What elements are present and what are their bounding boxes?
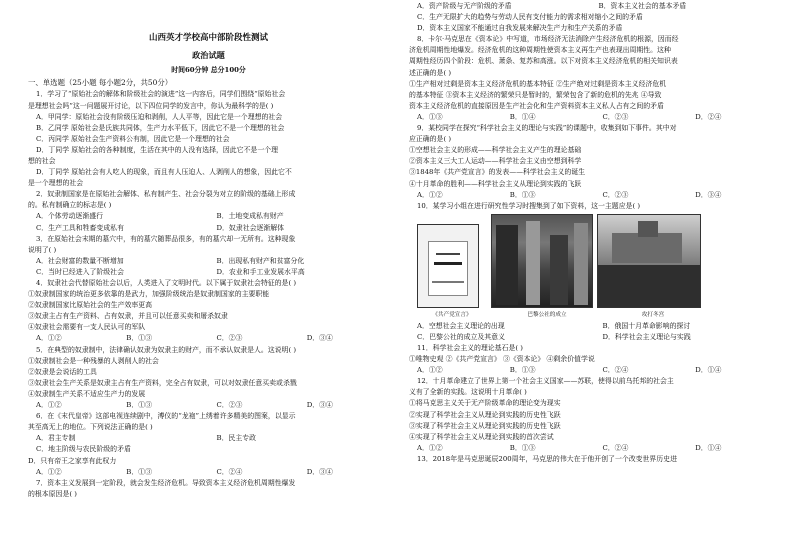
answer-option: B．民主专政 — [216, 434, 257, 443]
answer-options — [28, 223, 389, 234]
answer-option: B．①③ — [126, 401, 152, 410]
answer-options — [409, 332, 780, 343]
question-text-line: ①唯物史观 ②《共产党宣言》 ③《资本论》 ④剩余价值学说 — [409, 355, 595, 364]
answer-option: C．②③ — [216, 334, 243, 343]
question-text-line: 想的社会 — [28, 156, 56, 165]
question-text-line: ④奴隶制生产关系不适应生产力的发展 — [28, 389, 146, 398]
answer-option: C．②④ — [602, 366, 629, 375]
question-text-line: ①生产相对过剩是资本主义经济危机的基本特征 ②生产绝对过剩是资本主义经济危机 — [409, 79, 667, 88]
answer-option: A．①② — [417, 366, 443, 375]
question-text-line: A．甲同学：原始社会没有阶级压迫和剥削，人人平等，因此它是一个理想的社会 — [36, 112, 283, 121]
question-text-line: 的。私有制确立的标志是( ) — [28, 201, 112, 210]
figure-caption: 攻打冬宫 — [641, 311, 665, 318]
question-text-line: ③1848年《共产党宣言》的发表——科学社会主义的诞生 — [409, 168, 586, 177]
answer-option: A．个体劳动逐渐盛行 — [36, 212, 103, 221]
question-text-line: D．资本主义国家不能通过自我发展来解决生产力和生产关系的矛盾 — [417, 24, 623, 33]
answer-option: D．②④ — [695, 112, 722, 121]
answer-option: B．①④ — [509, 112, 536, 121]
question-text-line: 资本主义经济危机的直接原因是生产社会化和生产资料资本主义私人占有之间的矛盾 — [409, 101, 664, 110]
question-text-line: ②奴隶是会说话的工具 — [28, 367, 97, 376]
question-text-line: ②资本主义三大工人运动——科学社会主义由空想到科学 — [409, 157, 582, 166]
question-text-line: 义有了全新的实践。这说明十月革命( ) — [409, 388, 527, 397]
question-text-line: 其至高无上的地位。下列说法正确的是( ) — [28, 423, 153, 432]
answer-option: A．①② — [417, 443, 443, 452]
answer-option: C．②③ — [602, 190, 629, 199]
figure-row — [411, 214, 780, 308]
answer-options — [409, 365, 780, 376]
answer-options — [409, 321, 780, 332]
question-text-line: D．丁同学 原始社会的各种制度，生活在其中的人没有选择，因此它不是一个理 — [36, 145, 278, 154]
question-text-line: 是一个理想的社会 — [28, 179, 84, 188]
answer-option: A．①② — [36, 467, 62, 476]
question-text-line: 5．在典型的奴隶制中，法律确认奴隶为奴隶主的财产，而不承认奴隶是人。这说明( ) — [36, 345, 297, 354]
answer-option: B．①③ — [509, 443, 536, 452]
answer-option: A．①② — [36, 334, 62, 343]
answer-option: C．②④ — [602, 443, 629, 452]
question-text-line: 是理想社会吗”这一问题展开讨论，以下四位同学的发言中，你认为最科学的是( ) — [28, 101, 274, 110]
answer-option: D．科学社会主义理论与实践 — [602, 332, 691, 341]
left-questions — [28, 89, 389, 499]
question-text-line: D．丁同学 原始社会有人吃人的现象，而且有人压迫人、人剥削人的想象，因此它不 — [36, 168, 292, 177]
answer-options — [409, 190, 780, 201]
exam-title: 山西英才学校高中部阶段性测试 — [148, 33, 268, 43]
question-text-line: 4．奴隶社会代替原始社会以后，人类进入了文明时代。以下属于奴隶社会特征的是( ) — [36, 279, 297, 287]
answer-options — [409, 112, 780, 123]
answer-option: B．出现私有财产和贫富分化 — [216, 256, 305, 265]
answer-option: D．③④ — [306, 334, 333, 343]
question-text-line: ③实现了科学社会主义从理论到实践的历史性飞跃 — [409, 421, 561, 430]
question-text-line: 6．在《末代皇帝》这部电视连续剧中，溥仪的“龙袍”上绣着许多精美的图案，以显示 — [36, 412, 296, 421]
question-text-line: ①将马克思主义关于无产阶级革命的理论变为现实 — [409, 399, 561, 408]
question-text-line: 9．某校同学在探究“科学社会主义的理论与实践”的课题中，收集到如下事件。其中对 — [417, 124, 677, 133]
answer-options — [28, 211, 389, 222]
answer-option: A．①② — [36, 401, 62, 410]
answer-option: D．奴隶社会逐渐解体 — [216, 223, 285, 232]
question-text-line: 3．在原始社会末期的墓穴中，有的墓穴随葬品很多，有的墓穴却一无所有。这种现象 — [36, 234, 296, 243]
answer-option: C．当时已经进入了阶级社会 — [36, 267, 124, 276]
answer-option: A．君主专制 — [36, 434, 76, 443]
question-text-line: ③奴隶主占有生产资料、占有奴隶，并且可以任意买卖和屠杀奴隶 — [28, 312, 228, 321]
answer-option: A．空想社会主义理论的出现 — [417, 321, 505, 330]
answer-option: B．资本主义社会的基本矛盾 — [598, 2, 687, 10]
figure-caption: 《共产党宣言》 — [432, 311, 472, 318]
question-text-line: D．只有帝王之家享有此权力 — [28, 456, 117, 465]
figure-captions — [409, 309, 780, 321]
answer-option: B．①③ — [509, 190, 536, 199]
question-text-line: ④奴隶社会需要有一支人民认可的军队 — [28, 323, 146, 332]
answer-options — [28, 400, 389, 411]
answer-option: B．①③ — [509, 366, 536, 375]
question-text-line: B．乙同学 原始社会是氏族共同体，生产力水平低下，因此它不是一个理想的社会 — [36, 123, 285, 132]
question-text-line: 应正确的是( ) — [409, 135, 452, 144]
question-text-line: 周期性经历四个阶段：危机、萧条、复苏和高涨。以下对资本主义经济危机的相关知识表 — [409, 57, 678, 66]
question-text-line: 10．某学习小组在进行研究性学习时搜集到了如下资料，这一主题应是( ) — [417, 201, 641, 210]
question-text-line: ②实现了科学社会主义从理论到实践的历史性飞跃 — [409, 410, 561, 419]
question-text-line: C．丙同学 原始社会生产资料公有制，因此它是一个理想的社会 — [36, 134, 230, 143]
question-text-line: ④十月革命的胜利——科学社会主义从理论到实践的飞跃 — [409, 179, 582, 188]
answer-option: C．②③ — [216, 401, 243, 410]
answer-option: D．③④ — [695, 190, 722, 199]
figure-caption: 巴黎公社的成立 — [527, 311, 567, 318]
answer-options — [28, 467, 389, 478]
section-heading: 一、单选题（25小题 每小题2分，共50分） — [28, 78, 173, 87]
answer-options — [28, 267, 389, 278]
paris-commune-photo — [491, 214, 593, 308]
answer-option: C．②③ — [602, 112, 629, 121]
winter-palace-photo — [597, 214, 701, 308]
question-text-line: 7．资本主义发展到一定阶段，就会发生经济危机。导致资本主义经济危机周期性爆发 — [36, 478, 296, 487]
question-text-line: 的基本特征 ③资本主义经济的繁荣只是暂时的，繁荣包含了新的危机的先兆 ④导致 — [409, 90, 662, 99]
answer-options — [28, 333, 389, 344]
question-text-line: ③奴隶社会生产关系是奴隶主占有生产资料，完全占有奴隶，可以对奴隶任意买卖或杀戮 — [28, 378, 297, 387]
question-text-line: ②奴隶制国家比原始社会的生产效率更高 — [28, 301, 153, 310]
question-text-line: 述正确的是( ) — [409, 68, 452, 77]
answer-option: A．资产阶级与无产阶级的矛盾 — [417, 2, 512, 10]
question-text-line: ①奴隶制社会是一种残暴的人剥削人的社会 — [28, 356, 159, 365]
answer-option: D．③④ — [306, 401, 333, 410]
answer-option: B．①③ — [126, 467, 152, 476]
exam-info: 时间60分钟 总分100分 — [171, 66, 246, 74]
answer-option: A．①③ — [417, 112, 443, 121]
right-column — [397, 0, 794, 560]
answer-options — [28, 256, 389, 267]
exam-subtitle: 政治试题 — [192, 50, 225, 60]
question-text-line: 济危机周期性地爆发。经济危机的这种周期性使资本主义再生产也表现出周期性。这种 — [409, 46, 671, 55]
question-text-line: 说明了( ) — [28, 245, 57, 254]
answer-options — [409, 443, 780, 454]
question-text-line: 的根本原因是( ) — [28, 489, 77, 498]
question-text-line: 13．2018年是马克思诞辰200周年，马克思的伟大在于他开创了一个改变世界历史进 — [417, 454, 677, 463]
question-text-line: 8．卡尔·马克思在《资本论》中写道，市场经济无法消除产生经济危机的根源，因而经 — [417, 35, 679, 44]
right-questions-bottom — [409, 321, 780, 465]
right-questions-top — [409, 1, 780, 212]
answer-option: C．生产工具和牲畜变成私有 — [36, 223, 124, 232]
answer-option: B．俄国十月革命影响的探讨 — [602, 321, 691, 330]
question-text-line — [409, 1, 780, 12]
question-text-line: 2．奴隶制国家是在原始社会解体、私有制产生、社会分裂为对立的阶级的基础上形成 — [36, 190, 296, 199]
answer-option: C．②④ — [216, 467, 243, 476]
answer-option: B．土地变成私有财产 — [216, 212, 284, 221]
question-text-line: C．地主阶级与农民阶级的矛盾 — [36, 445, 131, 454]
answer-options — [28, 433, 389, 444]
answer-option: B．①③ — [126, 334, 152, 343]
question-text-line: C．生产无限扩大的趋势与劳动人民有支付能力的需求相对缩小之间的矛盾 — [417, 13, 643, 22]
question-text-line: 1．学习了“原始社会的解体和阶级社会的演进”这一内容后，同学们围绕“原始社会 — [36, 90, 286, 99]
question-text-line: 12．十月革命建立了世界上第一个社会主义国家——苏联，使得以前乌托邦的社会主 — [417, 377, 674, 386]
answer-option: D．③④ — [306, 467, 333, 476]
question-text-line: ①奴隶制国家的统治更多依靠的是武力，加强阶级统治是奴隶制国家的主要职能 — [28, 290, 270, 299]
answer-option: A．①② — [417, 190, 443, 199]
answer-option: D．①④ — [695, 443, 722, 452]
question-text-line: ④实现了科学社会主义从理论到实践的首次尝试 — [409, 432, 554, 441]
question-text-line: ①空想社会主义的形成——科学社会主义产生的理论基础 — [409, 146, 582, 155]
answer-option: D．①④ — [695, 366, 722, 375]
answer-option: D．农业和手工业发展水平高 — [216, 267, 305, 276]
question-text-line: 11．科学社会主义的理论基石是( ) — [417, 343, 523, 352]
answer-option: C．巴黎公社的成立及其意义 — [417, 332, 505, 341]
answer-option: A．社会财富的数量不断增加 — [36, 256, 124, 265]
manifesto-book-image — [417, 224, 479, 308]
